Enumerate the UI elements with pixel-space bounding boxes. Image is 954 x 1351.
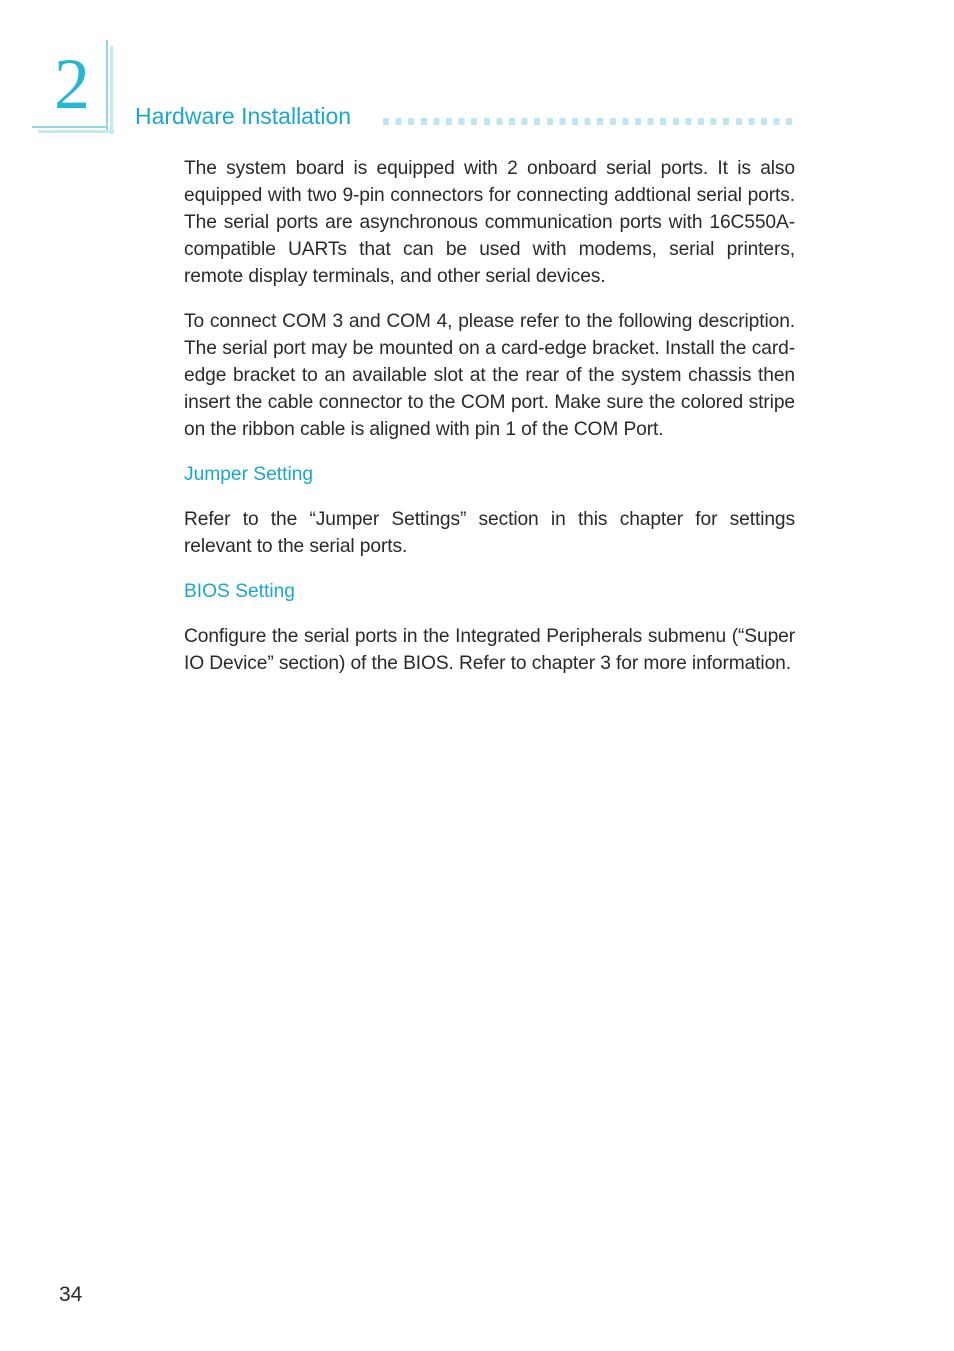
page-content	[184, 155, 795, 695]
jumper-setting-paragraph: Refer to the “Jumper Settings” section in this chapter for settings relevant to the serial ports.	[184, 509, 795, 557]
page-number: 34	[59, 1283, 83, 1306]
chapter-marker-vertical-rule	[106, 40, 108, 130]
chapter-marker-horizontal-shadow	[38, 130, 114, 133]
bios-setting-paragraph: Configure the serial ports in the Integrated Peripherals submenu (“Super IO Device” section) of the BIOS. Refer to chapter 3 for more information.	[184, 626, 795, 674]
connect-com-paragraph: To connect COM 3 and COM 4, please refer to the following description. The serial port may be mounted on a card-edge bracket. Install the card-edge bracket to an available slot at the rear of the system chassis then insert the cable connector to the COM port. Make sure the colored stripe on the ribbon cable is aligned with pin 1 of the COM Port.	[184, 311, 795, 440]
intro-paragraph: The system board is equipped with 2 onboard serial ports. It is also equipped with two 9-pin connectors for connecting addtional serial ports. The serial ports are asynchronous communication ports with 16C550A-compatible UARTs that can be used with modems, serial printers, remote display terminals, and other serial devices.	[184, 158, 795, 287]
chapter-marker	[32, 40, 114, 134]
chapter-title: Hardware Installation	[135, 103, 352, 129]
chapter-marker-vertical-shadow	[110, 46, 113, 134]
title-dotted-leader	[383, 118, 796, 125]
chapter-marker-horizontal-rule	[32, 126, 108, 128]
chapter-number: 2	[54, 44, 90, 124]
bios-setting-heading: BIOS Setting	[184, 581, 295, 602]
jumper-setting-heading: Jumper Setting	[184, 464, 314, 485]
